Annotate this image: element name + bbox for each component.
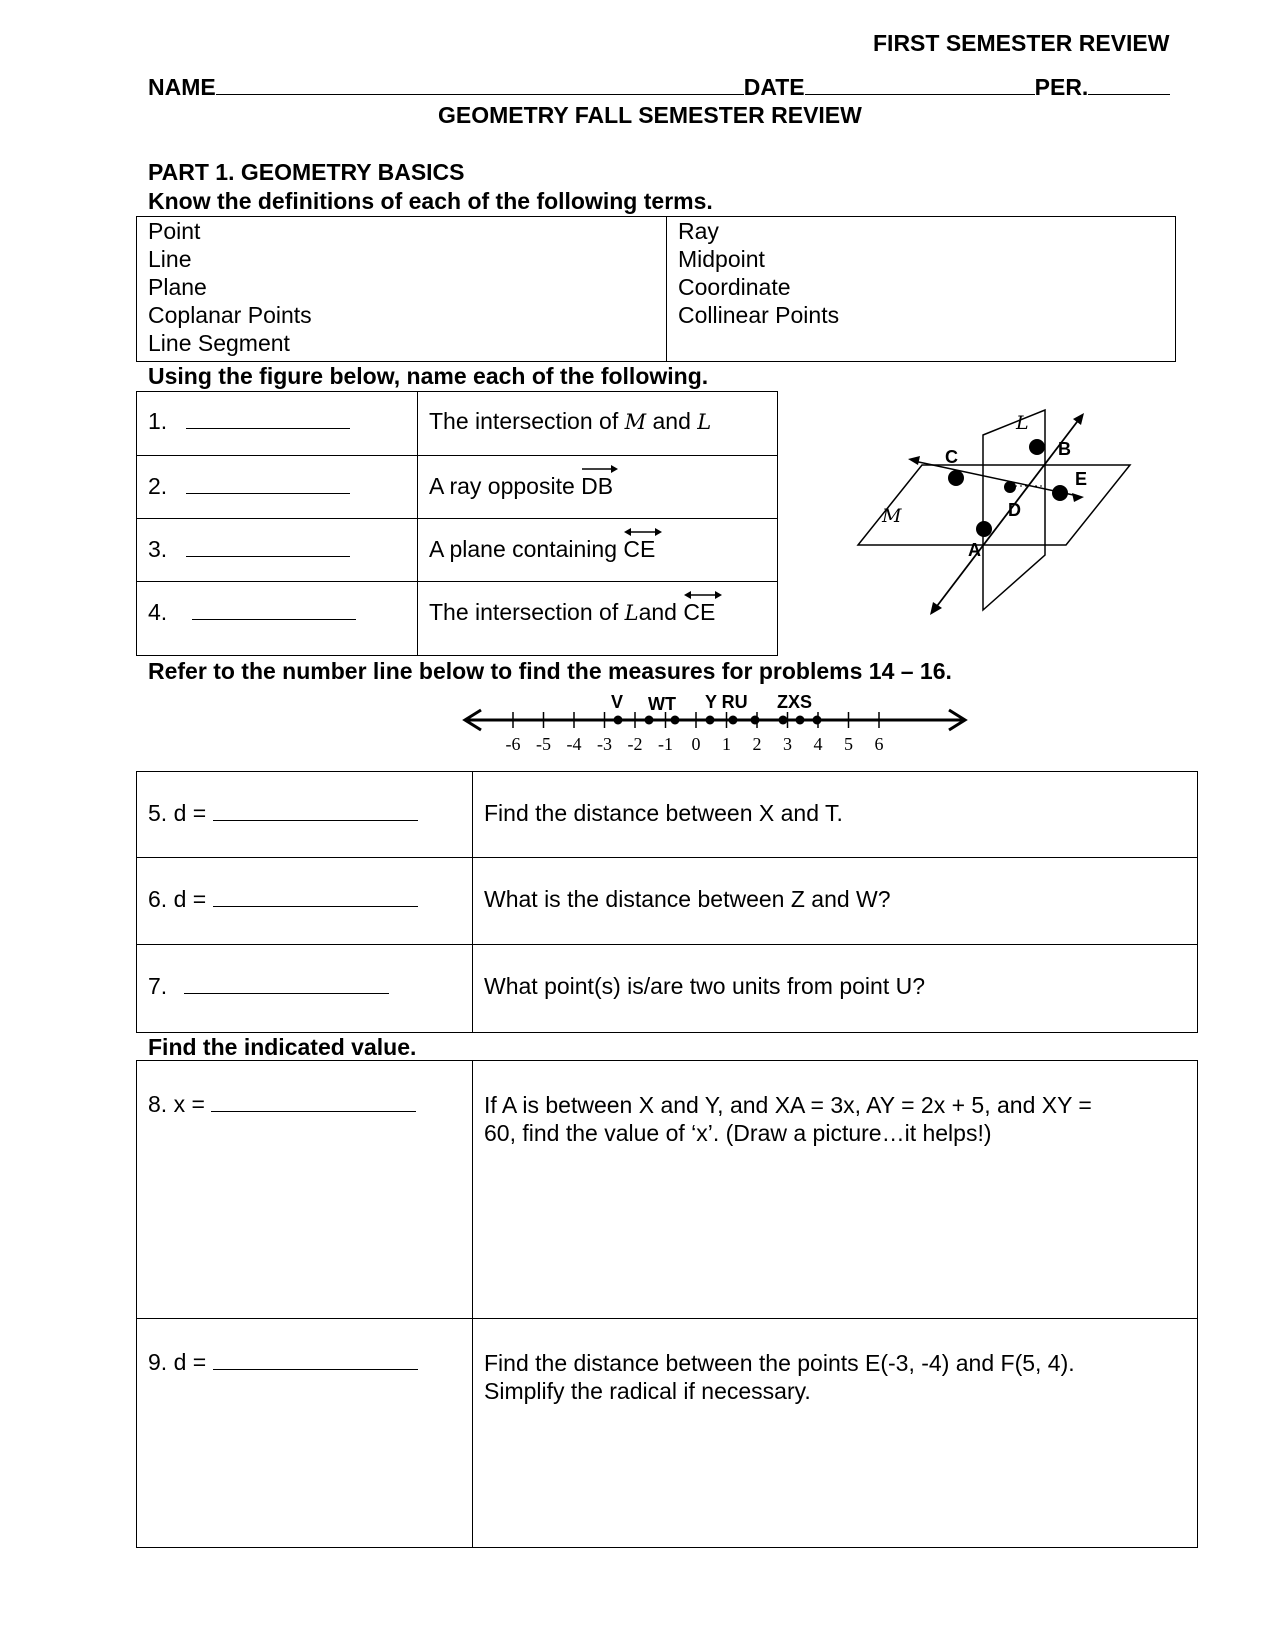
arrow-icon — [1072, 493, 1084, 502]
period-label: PER. — [1034, 74, 1089, 100]
point-a — [976, 521, 992, 537]
q1-number: 1. — [148, 408, 168, 434]
arrow-icon — [1073, 413, 1084, 425]
arrow-icon — [930, 602, 942, 615]
point-c — [948, 470, 964, 486]
indicated-problems-table — [136, 1060, 1198, 1548]
point-z — [779, 716, 788, 725]
date-field[interactable] — [805, 74, 1035, 95]
tick-label: -1 — [658, 734, 673, 754]
page-title: GEOMETRY FALL SEMESTER REVIEW — [438, 102, 862, 128]
figure-instruction: Using the figure below, name each of the following. — [148, 363, 709, 389]
point-label-wt: WT — [648, 694, 676, 714]
double-arrow-icon — [683, 587, 723, 599]
tick-label: -3 — [597, 734, 612, 754]
figure-questions-table — [136, 391, 778, 656]
q3-answer-cell — [137, 519, 418, 582]
tick-label: 6 — [874, 734, 884, 754]
q5-number: 5. d = — [148, 800, 207, 826]
q9-question — [473, 1319, 1198, 1548]
point-u — [751, 716, 760, 725]
line-ce: CE — [683, 599, 715, 626]
point-e — [1052, 485, 1068, 501]
q4-text-pre: The intersection of — [429, 599, 625, 625]
q7-question: What point(s) is/are two units from point U? — [473, 945, 1198, 1033]
label-c: C — [945, 447, 958, 467]
part1-instruction: Know the definitions of each of the following terms. — [148, 188, 713, 214]
q7-answer-cell — [137, 945, 473, 1033]
q6-answer-cell — [137, 858, 473, 945]
tick-label: 5 — [844, 734, 853, 754]
q5-question: Find the distance between X and T. — [473, 772, 1198, 858]
point-label-yru: Y RU — [705, 692, 748, 712]
q2-text: A ray opposite — [429, 473, 582, 499]
q8-answer-cell — [137, 1061, 473, 1319]
arrow-icon — [908, 456, 920, 465]
ray-arrow-icon — [581, 461, 619, 473]
tick-label: 4 — [813, 734, 823, 754]
point-label-zxs: ZXS — [777, 692, 813, 712]
label-a: A — [968, 540, 981, 560]
q1-text-mid: and — [646, 408, 698, 434]
q5-answer-cell — [137, 772, 473, 858]
tick-label: 3 — [783, 734, 792, 754]
q1-answer-cell — [137, 392, 418, 456]
term-line-segment: Line Segment — [148, 330, 290, 356]
q5-answer-field[interactable] — [213, 800, 418, 821]
label-b: B — [1058, 439, 1071, 459]
q7-number: 7. — [148, 973, 168, 999]
double-arrow-icon — [623, 524, 663, 536]
point-t — [671, 716, 680, 725]
date-label: DATE — [743, 74, 805, 100]
plane-m-symbol: M — [624, 410, 647, 434]
name-label: NAME — [148, 74, 216, 100]
point-label-v: V — [611, 692, 624, 712]
q1-question-cell — [418, 392, 778, 456]
term-ray: Ray — [678, 218, 719, 244]
point-x — [796, 716, 805, 725]
term-coordinate: Coordinate — [678, 274, 791, 300]
terms-right-cell — [667, 217, 1176, 362]
q6-answer-field[interactable] — [213, 886, 418, 907]
q8-question-line2: 60, find the value of ‘x’. (Draw a picture…it helps!) — [484, 1120, 992, 1146]
period-field[interactable] — [1088, 74, 1170, 95]
q8-answer-field[interactable] — [211, 1091, 416, 1112]
tick-label: 1 — [722, 734, 731, 754]
q1-answer-field[interactable] — [186, 408, 350, 429]
planes-figure — [850, 405, 1150, 645]
q4-question-cell — [418, 582, 778, 656]
name-field[interactable] — [216, 74, 744, 95]
tick-label: -4 — [566, 734, 582, 754]
q4-answer-field[interactable] — [192, 599, 356, 620]
q8-question — [473, 1061, 1198, 1319]
q3-question-cell — [418, 519, 778, 582]
part1-heading: PART 1. GEOMETRY BASICS — [148, 159, 465, 185]
q9-question-line1: Find the distance between the points E(-3, -4) and F(5, 4). — [484, 1350, 1075, 1376]
term-point: Point — [148, 218, 201, 244]
q9-answer-field[interactable] — [213, 1349, 418, 1370]
term-line: Line — [148, 246, 192, 272]
q3-answer-field[interactable] — [186, 536, 350, 557]
point-s — [813, 716, 822, 725]
term-midpoint: Midpoint — [678, 246, 765, 272]
point-w — [645, 716, 654, 725]
number-line — [455, 688, 975, 758]
indicated-heading: Find the indicated value. — [148, 1034, 417, 1060]
plane-l-symbol: L — [624, 601, 639, 625]
label-e: E — [1075, 469, 1088, 489]
q3-text: A plane containing — [429, 536, 624, 562]
point-r — [729, 716, 738, 725]
q6-number: 6. d = — [148, 886, 207, 912]
q4-answer-cell — [137, 582, 418, 656]
tick-label: 2 — [752, 734, 762, 754]
q2-answer-field[interactable] — [186, 473, 350, 494]
q2-number: 2. — [148, 473, 168, 499]
name-date-period-line — [148, 74, 1188, 101]
line-ce: CE — [623, 536, 655, 563]
tick-label: 0 — [691, 734, 701, 754]
q2-question-cell — [418, 456, 778, 519]
ray-db: DB — [581, 473, 613, 500]
q1-text-pre: The intersection of — [429, 408, 625, 434]
term-plane: Plane — [148, 274, 207, 300]
terms-table — [136, 216, 1176, 362]
tick-label: -6 — [505, 734, 521, 754]
label-plane-m: M — [882, 505, 902, 527]
q3-number: 3. — [148, 536, 168, 562]
corner-title: FIRST SEMESTER REVIEW — [873, 30, 1170, 56]
plane-l-symbol: L — [697, 410, 712, 434]
q7-answer-field[interactable] — [184, 973, 389, 994]
distance-problems-table — [136, 771, 1198, 1033]
q2-answer-cell — [137, 456, 418, 519]
term-collinear-points: Collinear Points — [678, 302, 840, 328]
point-v — [614, 716, 623, 725]
tick-label: -5 — [536, 734, 551, 754]
number-line-instruction: Refer to the number line below to find the measures for problems 14 – 16. — [148, 658, 952, 684]
label-d: D — [1008, 500, 1021, 520]
q6-question: What is the distance between Z and W? — [473, 858, 1198, 945]
q4-text-mid: and — [638, 599, 684, 625]
q8-question-line1: If A is between X and Y, and XA = 3x, AY = 2x + 5, and XY = — [484, 1092, 1092, 1118]
q4-number: 4. — [148, 599, 168, 625]
terms-left-cell — [137, 217, 667, 362]
q9-answer-cell — [137, 1319, 473, 1548]
q9-question-line2: Simplify the radical if necessary. — [484, 1378, 811, 1404]
label-plane-l: L — [1016, 412, 1029, 434]
term-coplanar-points: Coplanar Points — [148, 302, 312, 328]
point-b — [1029, 439, 1045, 455]
tick-label: -2 — [627, 734, 643, 754]
q9-number: 9. d = — [148, 1349, 207, 1375]
point-d — [1004, 481, 1016, 493]
point-y — [706, 716, 715, 725]
q8-number: 8. x = — [148, 1091, 205, 1117]
